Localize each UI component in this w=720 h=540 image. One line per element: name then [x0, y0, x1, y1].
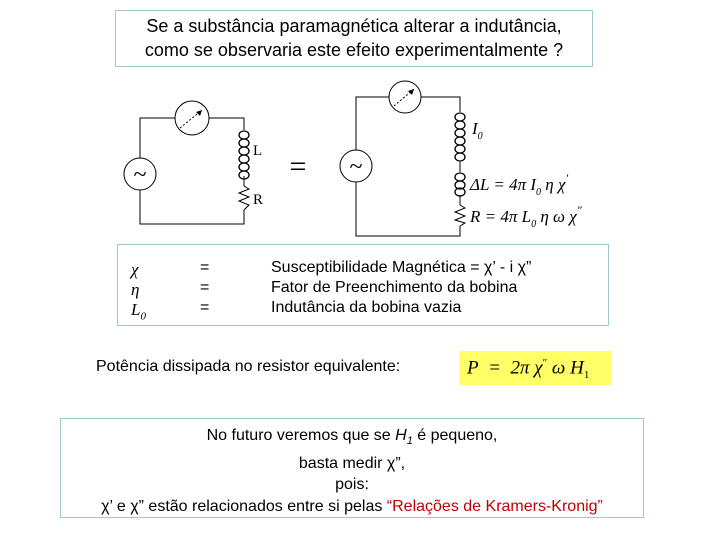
L0-symbol: $L_0$ [131, 300, 146, 323]
title-line-1: Se a substância paramagnética alterar a indutância, [146, 16, 562, 36]
right-source-symbol: ~ [349, 154, 363, 180]
definition-susceptibility: Susceptibilidade Magnética = χ’ - i χ” [271, 259, 532, 276]
right-inductor-coil [455, 113, 465, 161]
future-line-4: χ’ e χ” estão relacionados entre si pelas “Relações de Kramers-Kronig” [101, 497, 603, 515]
definition-empty-inductance: Indutância da bobina vazia [271, 299, 462, 316]
right-delta-inductor-coil [455, 173, 465, 196]
left-resistor-label: R [253, 192, 264, 208]
eta-symbol: η [131, 280, 140, 299]
left-source-symbol: ~ [133, 162, 147, 188]
left-ac-source-icon [124, 158, 156, 190]
future-note-box [60, 418, 644, 518]
title-line-2: como se observaria este efeito experimentalmente ? [144, 40, 564, 60]
power-label: Potência dissipada no resistor equivalente: [96, 358, 401, 375]
R-equation: R = 4π $L_0$ η ω χ″ [470, 203, 582, 230]
power-formula-box [459, 351, 611, 385]
right-inductor-label: $I_0$ [472, 119, 483, 142]
kramers-kronig-relations: “Relações de Kramers-Kronig” [386, 497, 603, 515]
definition-equals-2: = [200, 279, 210, 296]
chi-symbol: χ [131, 260, 139, 279]
delta-L-equation: ΔL = 4π $I_0$ η χ′ [470, 171, 569, 198]
future-line-1: No futuro veremos que se $H_1$ é pequeno, [206, 427, 498, 448]
circuit-equals-sign: = [289, 150, 307, 183]
definitions-box [117, 244, 609, 326]
left-ammeter-icon [175, 101, 209, 135]
right-ammeter-icon [389, 81, 421, 113]
left-inductor-label: L [253, 143, 263, 159]
future-line-3: pois: [335, 476, 369, 494]
power-formula: P = 2π χ″ ω $H_1$ [467, 357, 590, 382]
right-ac-source-icon [340, 150, 372, 182]
future-line-2: basta medir χ”, [298, 454, 406, 472]
left-resistor [239, 186, 249, 210]
left-inductor-coil [239, 131, 249, 179]
definition-equals-1: = [200, 259, 210, 276]
right-resistor [455, 205, 465, 226]
definition-equals-3: = [200, 299, 210, 316]
definition-filling-factor: Fator de Preenchimento da bobina [271, 279, 518, 296]
